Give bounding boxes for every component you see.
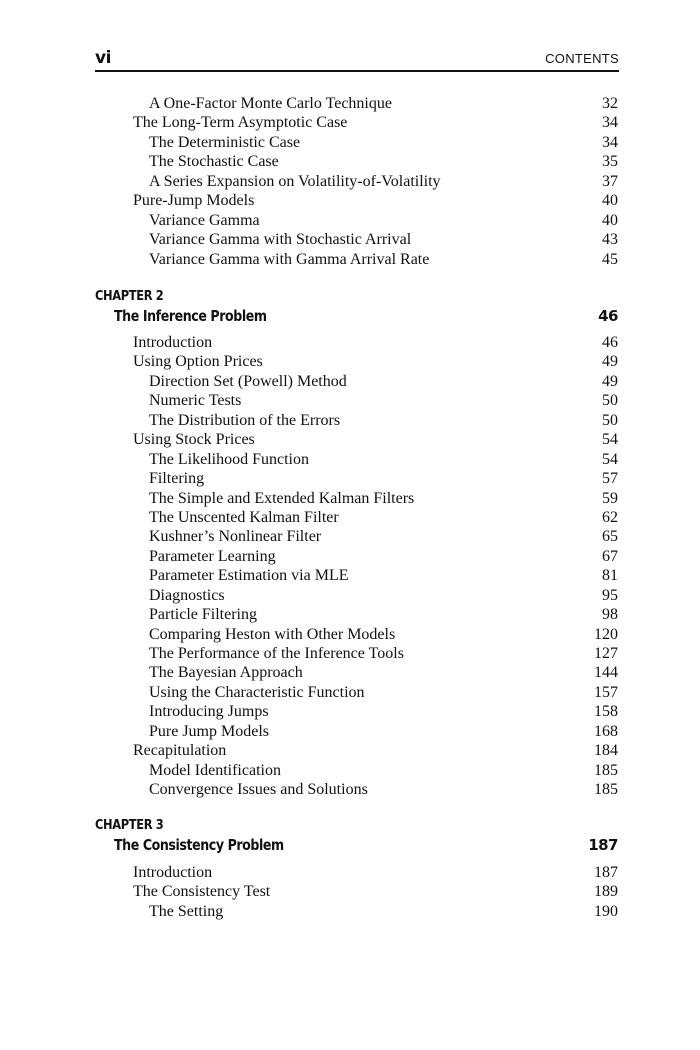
toc-entry-page: 45 (602, 250, 618, 268)
toc-entry[interactable] (95, 741, 619, 760)
toc-entry[interactable] (95, 211, 619, 230)
toc-entry-title: Diagnostics (149, 586, 225, 604)
toc-entry-title: A One-Factor Monte Carlo Technique (149, 95, 392, 112)
toc-entry-page: 187 (594, 864, 618, 881)
toc-entry-title: The Likelihood Function (149, 450, 309, 468)
toc-entry-title: The Simple and Extended Kalman Filters (149, 489, 415, 507)
toc-entry-title: The Stochastic Case (149, 153, 279, 171)
toc-entry-title: Introducing Jumps (149, 703, 269, 721)
toc-entry-page: 98 (602, 606, 618, 624)
toc-entry-title: Recapitulation (133, 742, 227, 760)
toc-entry-page: 184 (594, 742, 618, 760)
toc-entry-page: 168 (594, 722, 618, 740)
toc-entry[interactable] (95, 702, 619, 721)
toc-entry[interactable] (95, 663, 619, 682)
toc-entry[interactable] (95, 508, 619, 527)
toc-entry[interactable] (95, 411, 619, 430)
toc-entry-page: 185 (594, 781, 618, 799)
toc-entry-page: 127 (594, 645, 618, 662)
toc-entry-page: 50 (602, 411, 618, 429)
toc-entry-title: Variance Gamma with Gamma Arrival Rate (149, 250, 430, 268)
toc-entry[interactable] (95, 902, 619, 921)
toc-entry-page: 185 (594, 761, 618, 779)
toc-entry-title: The Setting (149, 902, 224, 920)
toc-entry-title: Using the Characteristic Function (149, 683, 365, 701)
toc-entry-title: The Bayesian Approach (149, 664, 303, 682)
toc-entry-page: 57 (602, 470, 618, 488)
toc-entry-title: Comparing Heston with Other Models (149, 625, 396, 643)
toc-entry[interactable] (95, 333, 619, 352)
toc-entry-page: 37 (602, 172, 618, 190)
toc-entry-page: 95 (602, 586, 618, 604)
toc-entry-page: 34 (602, 114, 618, 132)
page-folio: vi (95, 48, 111, 68)
chapter-2-label: CHAPTER 2 (95, 289, 164, 304)
chapter-2-title: The Inference Problem (114, 307, 267, 325)
toc-entry-page: 54 (602, 450, 618, 468)
toc-entry-title: The Long-Term Asymptotic Case (133, 114, 348, 132)
toc-entry[interactable] (95, 722, 619, 741)
toc-continued-list (95, 94, 619, 269)
chapter-3-title: The Consistency Problem (114, 836, 284, 854)
toc-entry[interactable] (95, 352, 619, 371)
toc-entry[interactable] (95, 566, 619, 585)
toc-entry-page: 144 (594, 664, 618, 682)
toc-entry[interactable] (95, 863, 619, 882)
toc-entry-page: 158 (594, 703, 618, 721)
toc-entry-page: 50 (602, 392, 618, 410)
toc-chapter-2-list (95, 333, 619, 800)
toc-entry-title: Convergence Issues and Solutions (149, 781, 368, 799)
chapter-3-page: 187 (588, 836, 618, 854)
section-heading: CONTENTS (545, 51, 619, 66)
toc-entry[interactable] (95, 644, 619, 663)
toc-entry[interactable] (95, 94, 619, 113)
toc-entry-title: The Consistency Test (133, 883, 271, 901)
toc-entry-title: Introduction (133, 334, 213, 351)
toc-entry-page: 35 (602, 153, 618, 171)
toc-entry[interactable] (95, 230, 619, 249)
toc-entry[interactable] (95, 605, 619, 624)
toc-entry[interactable] (95, 152, 619, 171)
toc-entry-page: 46 (602, 334, 618, 351)
toc-entry[interactable] (95, 133, 619, 152)
toc-entry-page: 32 (602, 95, 618, 112)
toc-entry[interactable] (95, 683, 619, 702)
toc-entry-page: 120 (594, 625, 618, 643)
toc-entry-title: Using Option Prices (133, 353, 263, 371)
toc-entry-page: 157 (594, 683, 618, 701)
toc-entry-title: Model Identification (149, 761, 281, 779)
toc-entry[interactable] (95, 391, 619, 410)
toc-entry-title: Variance Gamma (149, 211, 260, 229)
toc-entry[interactable] (95, 469, 619, 488)
toc-entry-page: 81 (602, 567, 618, 585)
toc-entry-page: 190 (594, 902, 618, 920)
toc-entry[interactable] (95, 882, 619, 901)
toc-entry[interactable] (95, 450, 619, 469)
toc-entry[interactable] (95, 586, 619, 605)
toc-entry-page: 54 (602, 431, 618, 449)
toc-entry-title: Using Stock Prices (133, 431, 255, 449)
toc-entry-title: The Unscented Kalman Filter (149, 508, 339, 526)
toc-entry[interactable] (95, 372, 619, 391)
chapter-2-page: 46 (598, 307, 618, 325)
toc-entry-page: 34 (602, 133, 618, 151)
toc-entry-page: 65 (602, 528, 618, 546)
toc-entry-page: 59 (602, 489, 618, 507)
toc-entry-title: Numeric Tests (149, 392, 242, 410)
toc-entry[interactable] (95, 250, 619, 269)
toc-entry-title: Parameter Learning (149, 547, 276, 565)
toc-entry[interactable] (95, 113, 619, 132)
toc-entry-title: Variance Gamma with Stochastic Arrival (149, 231, 412, 249)
toc-entry[interactable] (95, 527, 619, 546)
chapter-2-heading[interactable] (95, 307, 619, 327)
toc-entry-title: Introduction (133, 864, 213, 881)
toc-entry[interactable] (95, 191, 619, 210)
toc-entry-page: 40 (602, 211, 618, 229)
toc-entry-page: 40 (602, 192, 618, 210)
toc-entry[interactable] (95, 489, 619, 508)
toc-entry-title: A Series Expansion on Volatility-of-Volatility (149, 172, 441, 190)
toc-entry-title: Particle Filtering (149, 606, 257, 624)
toc-entry-title: The Performance of the Inference Tools (149, 645, 404, 662)
toc-entry-page: 49 (602, 353, 618, 371)
toc-entry-page: 49 (602, 372, 618, 390)
chapter-3-heading[interactable] (95, 836, 619, 856)
running-head (95, 48, 619, 72)
toc-entry-page: 67 (602, 547, 618, 565)
toc-entry-title: The Deterministic Case (149, 133, 301, 151)
toc-entry-title: Pure Jump Models (149, 722, 269, 740)
toc-entry[interactable] (95, 430, 619, 449)
toc-entry-title: Pure-Jump Models (133, 192, 255, 210)
toc-chapter-3-list (95, 863, 619, 921)
toc-entry-page: 189 (594, 883, 618, 901)
toc-entry[interactable] (95, 761, 619, 780)
toc-entry-title: Kushner’s Nonlinear Filter (149, 528, 322, 546)
toc-entry-page: 43 (602, 231, 618, 249)
toc-entry-title: Direction Set (Powell) Method (149, 372, 347, 390)
toc-entry[interactable] (95, 172, 619, 191)
toc-entry-title: Filtering (149, 470, 205, 488)
toc-entry[interactable] (95, 547, 619, 566)
toc-entry[interactable] (95, 780, 619, 799)
chapter-3-label: CHAPTER 3 (95, 818, 164, 833)
toc-entry-title: The Distribution of the Errors (149, 411, 341, 429)
toc-entry-page: 62 (602, 508, 618, 526)
toc-entry[interactable] (95, 625, 619, 644)
toc-entry-title: Parameter Estimation via MLE (149, 567, 349, 585)
